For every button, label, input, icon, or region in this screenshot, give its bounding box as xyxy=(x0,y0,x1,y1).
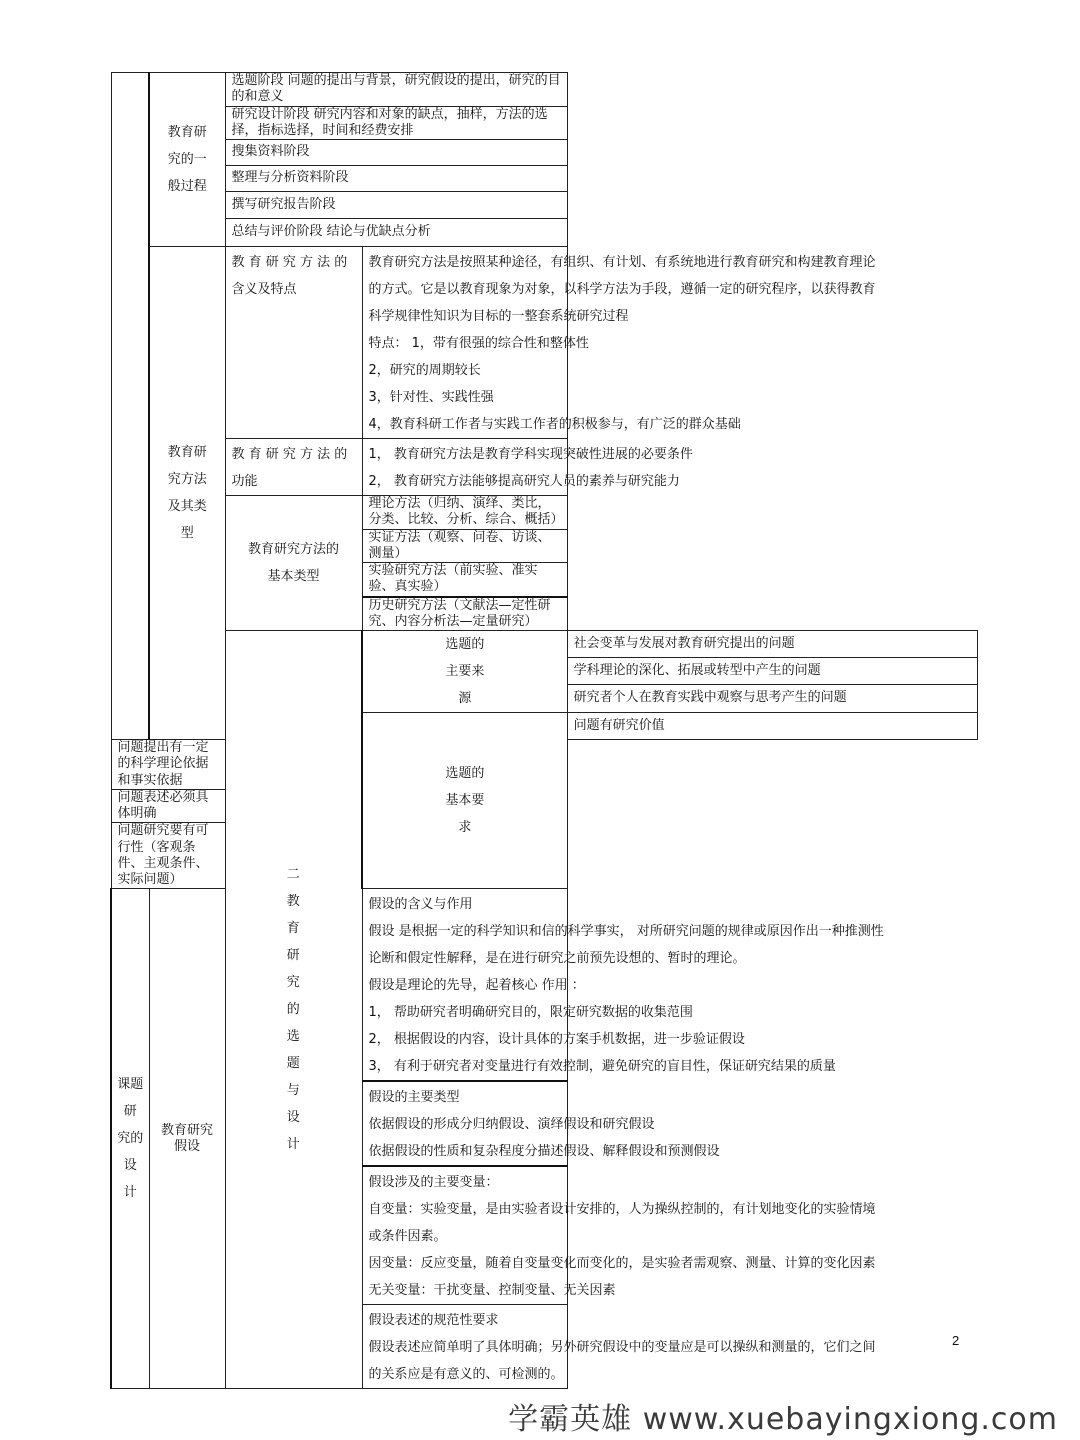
section-char: 选 xyxy=(286,1029,300,1045)
design-label-line: 究的设 xyxy=(117,1131,144,1174)
source-row: 学科理论的深化、拓展或转型中产生的问题 xyxy=(567,658,977,685)
section-char: 与 xyxy=(286,1083,300,1099)
hypothesis-line: 1， 帮助研究者明确研究目的，限定研究数据的收集范围 xyxy=(368,1005,693,1021)
requirement-row: 问题研究要有可行性（客观条件、主观条件、实际问题） xyxy=(111,823,225,889)
section-char: 计 xyxy=(286,1137,300,1153)
hypothesis-block xyxy=(362,889,884,1082)
hypothesis-line: 3， 有利于研究者对变量进行有效控制，避免研究的盲目性，保证研究结果的质量 xyxy=(368,1059,836,1075)
meaning-content-cell xyxy=(362,247,876,439)
hypothesis-line: 的关系应是有意义的、可检测的。 xyxy=(368,1367,564,1383)
meaning-label-cell xyxy=(225,247,362,439)
type-row: 实验研究方法（前实验、准实验、真实验） xyxy=(362,563,567,597)
page-number: 2 xyxy=(952,1333,960,1348)
meaning-line: 4，教育科研工作者与实践工作者的积极参与，有广泛的群众基础 xyxy=(368,417,741,432)
types-label-cell xyxy=(225,496,362,631)
requirements-label-line: 基本要 xyxy=(445,793,485,809)
hypothesis-line: 假设 是根据一定的科学知识和信的科学事实， 对所研究问题的规律或原因作出一种推测性 xyxy=(368,924,884,940)
function-line: 1， 教育研究方法是教育学科实现突破性进展的必要条件 xyxy=(368,447,693,462)
hypothesis-line: 无关变量：干扰变量、控制变量、无关因素 xyxy=(368,1283,616,1299)
source-row: 研究者个人在教育实践中观察与思考产生的问题 xyxy=(567,685,977,713)
requirement-row: 问题表述必须具体明确 xyxy=(111,789,225,823)
function-label-line: 功能 xyxy=(231,474,258,489)
process-row: 总结与评价阶段 结论与优缺点分析 xyxy=(225,219,567,247)
design-label-line: 计 xyxy=(123,1185,137,1201)
hypothesis-line: 因变量：反应变量，随着自变量变化而变化的，是实验者需观察、测量、计算的变化因素 xyxy=(368,1256,876,1272)
methods-label-line: 教育研 xyxy=(167,445,207,460)
outline-table xyxy=(110,72,978,1389)
section-char: 教 xyxy=(286,894,300,910)
meaning-label-line: 含义及特点 xyxy=(231,282,297,297)
hypothesis-line: 论断和假定性解释，是在进行研究之前预先设想的、暂时的理论。 xyxy=(368,951,746,967)
process-row: 整理与分析资料阶段 xyxy=(225,166,567,192)
design-label-cell xyxy=(111,889,149,1389)
function-content-cell xyxy=(362,439,693,496)
hypothesis-line: 假设的主要类型 xyxy=(368,1090,460,1106)
hypothesis-line: 假设表述的规范性要求 xyxy=(368,1313,499,1329)
meaning-line: 教育研究方法是按照某种途径，有组织、有计划、有系统地进行教育研究和构建教育理论 xyxy=(368,255,876,270)
type-row: 实证方法（观察、问卷、访谈、测量） xyxy=(362,529,567,563)
requirements-label-cell xyxy=(362,713,567,889)
hypothesis-line: 假设表述应简单明了具体明确；另外研究假设中的变量应是可以操纵和测量的，它们之间 xyxy=(368,1340,876,1356)
process-label-line: 究的一 xyxy=(167,152,207,167)
hypothesis-line: 假设涉及的主要变量： xyxy=(368,1175,499,1191)
methods-label-cell xyxy=(149,247,225,740)
hypothesis-line: 假设的含义与作用 xyxy=(368,897,473,913)
function-line: 2， 教育研究方法能够提高研究人员的素养与研究能力 xyxy=(368,474,680,489)
types-label-line: 教育研究方法的 xyxy=(247,542,339,557)
section-cell-2 xyxy=(225,631,362,1389)
hypothesis-line: 依据假设的形成分归纳假设、演绎假设和研究假设 xyxy=(368,1117,655,1133)
methods-label-line: 究方法 xyxy=(167,472,207,487)
meaning-line: 3，针对性、实践性强 xyxy=(368,390,494,405)
section-char: 题 xyxy=(286,1056,300,1072)
hypothesis-block xyxy=(362,1081,720,1166)
section-char: 二 xyxy=(286,867,300,883)
section-char: 究 xyxy=(286,975,300,991)
meaning-label-line: 教 育 研 究 方 法 的 xyxy=(231,255,348,270)
section-char: 研 xyxy=(286,948,300,964)
meaning-line: 的方式。它是以教育现象为对象，以科学方法为手段，遵循一定的研究程序，以获得教育 xyxy=(368,282,876,297)
requirements-label-line: 求 xyxy=(458,820,472,836)
requirement-row: 问题提出有一定的科学理论依据和事实依据 xyxy=(111,740,225,790)
meaning-line: 特点： 1，带有很强的综合性和整体性 xyxy=(368,336,589,351)
process-label-cell xyxy=(149,73,225,247)
hypothesis-line: 或条件因素。 xyxy=(368,1229,447,1245)
requirements-label-line: 选题的 xyxy=(445,766,485,782)
process-label-line: 教育研 xyxy=(167,125,207,140)
meaning-line: 2，研究的周期较长 xyxy=(368,363,481,378)
section-title-vertical xyxy=(226,861,362,1158)
hypothesis-line: 2， 根据假设的内容，设计具体的方案手机数据，进一步验证假设 xyxy=(368,1032,745,1048)
process-label-line: 般过程 xyxy=(167,179,207,194)
types-label-line: 基本类型 xyxy=(267,569,320,584)
function-label-cell xyxy=(225,439,362,496)
section-char: 的 xyxy=(286,1002,300,1018)
sources-label-line: 主要来 xyxy=(445,664,485,679)
section-char: 设 xyxy=(286,1110,300,1126)
section-char: 育 xyxy=(286,921,300,937)
requirement-row: 问题有研究价值 xyxy=(567,713,977,740)
function-label-line: 教 育 研 究 方 法 的 xyxy=(231,447,348,462)
process-row: 搜集资料阶段 xyxy=(225,140,567,166)
sources-label-line: 选题的 xyxy=(445,637,485,652)
source-row: 社会变革与发展对教育研究提出的问题 xyxy=(567,631,977,658)
hypothesis-block xyxy=(362,1305,876,1389)
sources-label-cell xyxy=(362,631,567,713)
methods-label-line: 型 xyxy=(180,526,194,541)
hypothesis-line: 依据假设的性质和复杂程度分描述假设、解释假设和预测假设 xyxy=(368,1144,720,1160)
type-row: 历史研究方法（文献法—定性研究、内容分析法—定量研究） xyxy=(362,597,567,631)
process-row: 选题阶段 问题的提出与背景，研究假设的提出，研究的目的和意义 xyxy=(225,73,567,107)
meaning-line: 科学规律性知识为目标的一整套系统研究过程 xyxy=(368,309,629,324)
design-label-line: 课题研 xyxy=(117,1077,144,1120)
sources-label-line: 源 xyxy=(458,691,472,706)
hypothesis-line: 自变量：实验变量，是由实验者设计安排的，人为操纵控制的，有计划地变化的实验情境 xyxy=(368,1202,876,1218)
hypothesis-block xyxy=(362,1166,876,1305)
section-cell-1 xyxy=(111,73,149,740)
site-watermark: 学霸英雄 www.xuebayingxiong.com xyxy=(508,1402,1058,1437)
process-row: 研究设计阶段 研究内容和对象的缺点，抽样，方法的选择，指标选择，时间和经费安排 xyxy=(225,106,567,140)
process-row: 撰写研究报告阶段 xyxy=(225,192,567,219)
hypothesis-line: 假设是理论的先导，起着核心 作用 ： xyxy=(368,978,585,994)
type-row: 理论方法（归纳、演绎、类比，分类、比较、分析、综合、概括） xyxy=(362,496,567,530)
methods-label-line: 及其类 xyxy=(167,499,207,514)
hypothesis-label-cell: 教育研究假设 xyxy=(149,889,225,1389)
